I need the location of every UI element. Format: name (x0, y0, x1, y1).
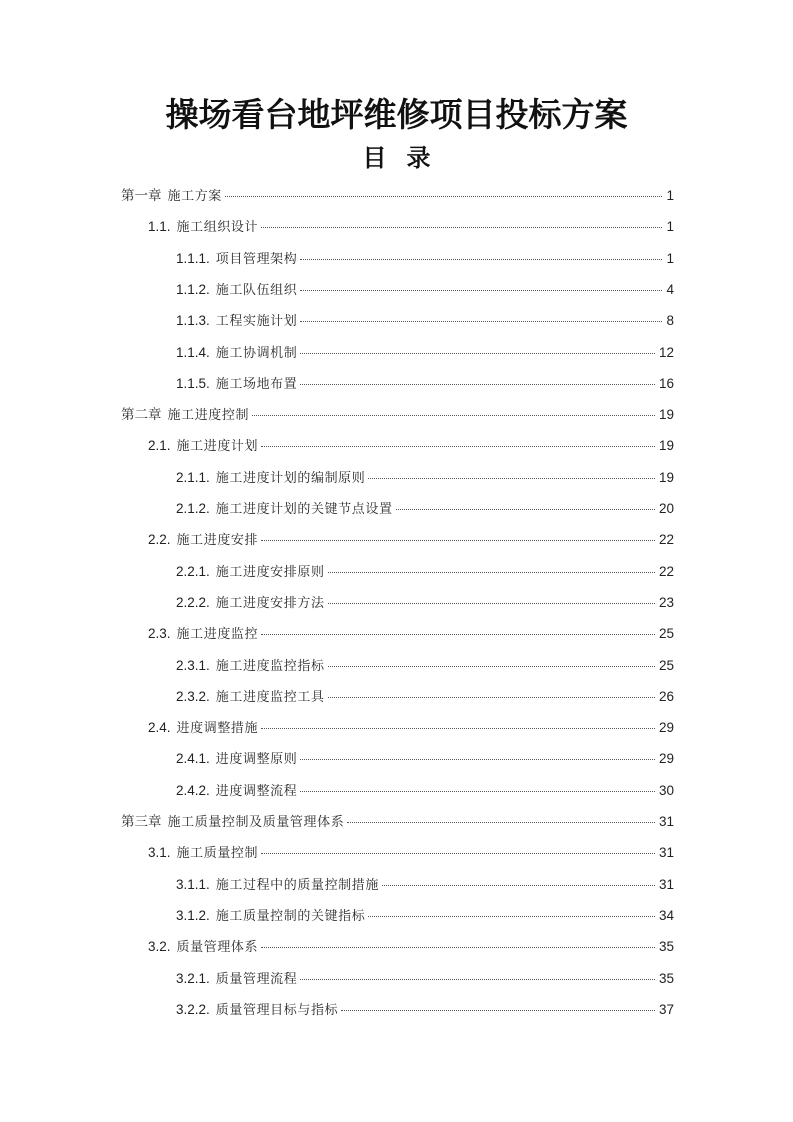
toc-dot-leader (300, 353, 655, 354)
toc-dot-leader (225, 196, 663, 197)
toc-entry-number: 2.3.1. (176, 658, 210, 673)
toc-entry-title: 进度调整原则 (215, 752, 298, 767)
toc-entry-title: 质量管理流程 (215, 972, 298, 987)
toc-entry-title: 工程实施计划 (215, 314, 298, 329)
toc-entry-number: 2.4.1. (176, 751, 210, 766)
toc-entry-number: 2.1. (148, 438, 171, 453)
toc-entry-title: 施工进度安排 (176, 533, 259, 548)
toc-entry-section[interactable] (148, 936, 674, 958)
toc-entry-title: 施工场地布置 (215, 377, 298, 392)
toc-dot-leader (300, 791, 655, 792)
toc-entry-number: 2.3.2. (176, 689, 210, 704)
toc-dot-leader (368, 916, 655, 917)
toc-entry-title: 施工进度监控 (176, 627, 259, 642)
toc-dot-leader (300, 290, 662, 291)
toc-entry-page-number: 1 (666, 251, 674, 266)
toc-entry-page-number: 19 (658, 407, 674, 422)
toc-entry-title: 施工质量控制及质量管理体系 (167, 815, 345, 830)
toc-entry-title: 施工协调机制 (215, 346, 298, 361)
toc-entry-page-number: 22 (658, 564, 674, 579)
toc-dot-leader (368, 478, 655, 479)
toc-entry-title: 施工进度计划的关键节点设置 (215, 502, 393, 517)
toc-entry-page-number: 4 (666, 282, 674, 297)
toc-entry-number: 3.1.1. (176, 877, 210, 892)
toc-entry-section[interactable] (148, 842, 674, 864)
toc-entry-section[interactable] (148, 623, 674, 645)
toc-entry-subsection[interactable] (176, 655, 674, 677)
toc-entry-title: 施工组织设计 (176, 220, 259, 235)
toc-entry-number: 3.2. (148, 939, 171, 954)
toc-entry-page-number: 29 (658, 751, 674, 766)
toc-entry-number: 2.2.1. (176, 564, 210, 579)
toc-dot-leader (328, 572, 655, 573)
toc-entry-page-number: 12 (658, 345, 674, 360)
toc-dot-leader (261, 446, 655, 447)
toc-entry-title: 施工进度监控工具 (215, 690, 325, 705)
toc-entry-number: 3.1. (148, 845, 171, 860)
toc-dot-leader (261, 947, 655, 948)
toc-dot-leader (300, 321, 662, 322)
toc-heading: 目录 (362, 144, 451, 172)
toc-entry-page-number: 37 (658, 1002, 674, 1017)
toc-entry-number: 1.1. (148, 219, 171, 234)
toc-entry-page-number: 1 (666, 219, 674, 234)
toc-entry-title: 施工进度计划的编制原则 (215, 471, 366, 486)
toc-entry-page-number: 34 (658, 908, 674, 923)
toc-entry-number: 第一章 (121, 188, 162, 203)
toc-entry-chapter[interactable] (121, 404, 674, 426)
toc-entry-page-number: 31 (658, 845, 674, 860)
toc-entry-chapter[interactable] (121, 185, 674, 207)
toc-entry-title: 施工过程中的质量控制措施 (215, 878, 379, 893)
toc-entry-subsection[interactable] (176, 999, 674, 1021)
toc-entry-title: 施工进度安排原则 (215, 565, 325, 580)
toc-entry-subsection[interactable] (176, 498, 674, 520)
toc-entry-page-number: 31 (658, 877, 674, 892)
toc-entry-subsection[interactable] (176, 248, 674, 270)
toc-entry-subsection[interactable] (176, 686, 674, 708)
toc-entry-subsection[interactable] (176, 342, 674, 364)
toc-entry-page-number: 31 (658, 814, 674, 829)
toc-entry-number: 2.1.2. (176, 501, 210, 516)
toc-dot-leader (261, 634, 655, 635)
toc-entry-title: 施工质量控制 (176, 846, 259, 861)
toc-dot-leader (261, 227, 662, 228)
toc-entry-title: 项目管理架构 (215, 252, 298, 267)
toc-entry-chapter[interactable] (121, 811, 674, 833)
toc-entry-number: 3.2.2. (176, 1002, 210, 1017)
toc-entry-page-number: 22 (658, 532, 674, 547)
toc-dot-leader (261, 540, 655, 541)
toc-entry-title: 施工质量控制的关键指标 (215, 909, 366, 924)
document-title: 操场看台地坪维修项目投标方案 (165, 95, 628, 134)
toc-entry-subsection[interactable] (176, 748, 674, 770)
toc-entry-page-number: 26 (658, 689, 674, 704)
toc-entry-page-number: 30 (658, 783, 674, 798)
toc-entry-subsection[interactable] (176, 592, 674, 614)
toc-entry-title: 施工进度控制 (167, 408, 250, 423)
toc-entry-number: 2.2. (148, 532, 171, 547)
toc-dot-leader (382, 885, 655, 886)
toc-entry-page-number: 20 (658, 501, 674, 516)
toc-entry-subsection[interactable] (176, 310, 674, 332)
toc-dot-leader (252, 415, 655, 416)
toc-entry-number: 3.2.1. (176, 971, 210, 986)
toc-entry-number: 2.4. (148, 720, 171, 735)
toc-entry-page-number: 25 (658, 626, 674, 641)
toc-entry-page-number: 1 (666, 188, 674, 203)
toc-entry-title: 施工队伍组织 (215, 283, 298, 298)
toc-entry-number: 1.1.4. (176, 345, 210, 360)
toc-entry-subsection[interactable] (176, 780, 674, 802)
toc-dot-leader (300, 259, 662, 260)
toc-dot-leader (328, 666, 655, 667)
toc-entry-subsection[interactable] (176, 968, 674, 990)
toc-entry-subsection[interactable] (176, 373, 674, 395)
toc-dot-leader (261, 853, 655, 854)
toc-dot-leader (328, 697, 655, 698)
toc-entry-subsection[interactable] (176, 467, 674, 489)
toc-entry-title: 施工进度安排方法 (215, 596, 325, 611)
toc-dot-leader (300, 979, 655, 980)
toc-entry-section[interactable] (148, 216, 674, 238)
toc-entry-page-number: 29 (658, 720, 674, 735)
toc-entry-page-number: 19 (658, 470, 674, 485)
toc-entry-subsection[interactable] (176, 905, 674, 927)
toc-dot-leader (341, 1010, 655, 1011)
toc-entry-number: 3.1.2. (176, 908, 210, 923)
toc-entry-number: 2.2.2. (176, 595, 210, 610)
toc-entry-page-number: 19 (658, 438, 674, 453)
toc-entry-page-number: 8 (666, 313, 674, 328)
toc-dot-leader (261, 728, 655, 729)
toc-entry-number: 1.1.5. (176, 376, 210, 391)
toc-entry-page-number: 16 (658, 376, 674, 391)
toc-dot-leader (396, 509, 655, 510)
toc-entry-page-number: 35 (658, 939, 674, 954)
toc-entry-title: 质量管理目标与指标 (215, 1003, 339, 1018)
toc-entry-title: 质量管理体系 (176, 940, 259, 955)
toc-entry-subsection[interactable] (176, 874, 674, 896)
toc-entry-page-number: 35 (658, 971, 674, 986)
toc-entry-number: 第二章 (121, 407, 162, 422)
toc-entry-section[interactable] (148, 717, 674, 739)
toc-entry-number: 2.3. (148, 626, 171, 641)
toc-entry-title: 施工进度监控指标 (215, 659, 325, 674)
toc-dot-leader (300, 759, 655, 760)
toc-entry-number: 1.1.1. (176, 251, 210, 266)
toc-entry-number: 第三章 (121, 814, 162, 829)
toc-entry-number: 1.1.2. (176, 282, 210, 297)
toc-entry-title: 进度调整流程 (215, 784, 298, 799)
toc-entry-number: 2.1.1. (176, 470, 210, 485)
toc-entry-section[interactable] (148, 435, 674, 457)
toc-entry-title: 施工进度计划 (176, 439, 259, 454)
toc-entry-subsection[interactable] (176, 561, 674, 583)
toc-entry-title: 施工方案 (167, 189, 222, 204)
toc-dot-leader (300, 384, 655, 385)
toc-entry-page-number: 25 (658, 658, 674, 673)
toc-entry-section[interactable] (148, 529, 674, 551)
toc-entry-number: 1.1.3. (176, 313, 210, 328)
toc-entry-number: 2.4.2. (176, 783, 210, 798)
toc-dot-leader (328, 603, 655, 604)
toc-entry-page-number: 23 (658, 595, 674, 610)
toc-entry-subsection[interactable] (176, 279, 674, 301)
toc-dot-leader (347, 822, 655, 823)
toc-entry-title: 进度调整措施 (176, 721, 259, 736)
